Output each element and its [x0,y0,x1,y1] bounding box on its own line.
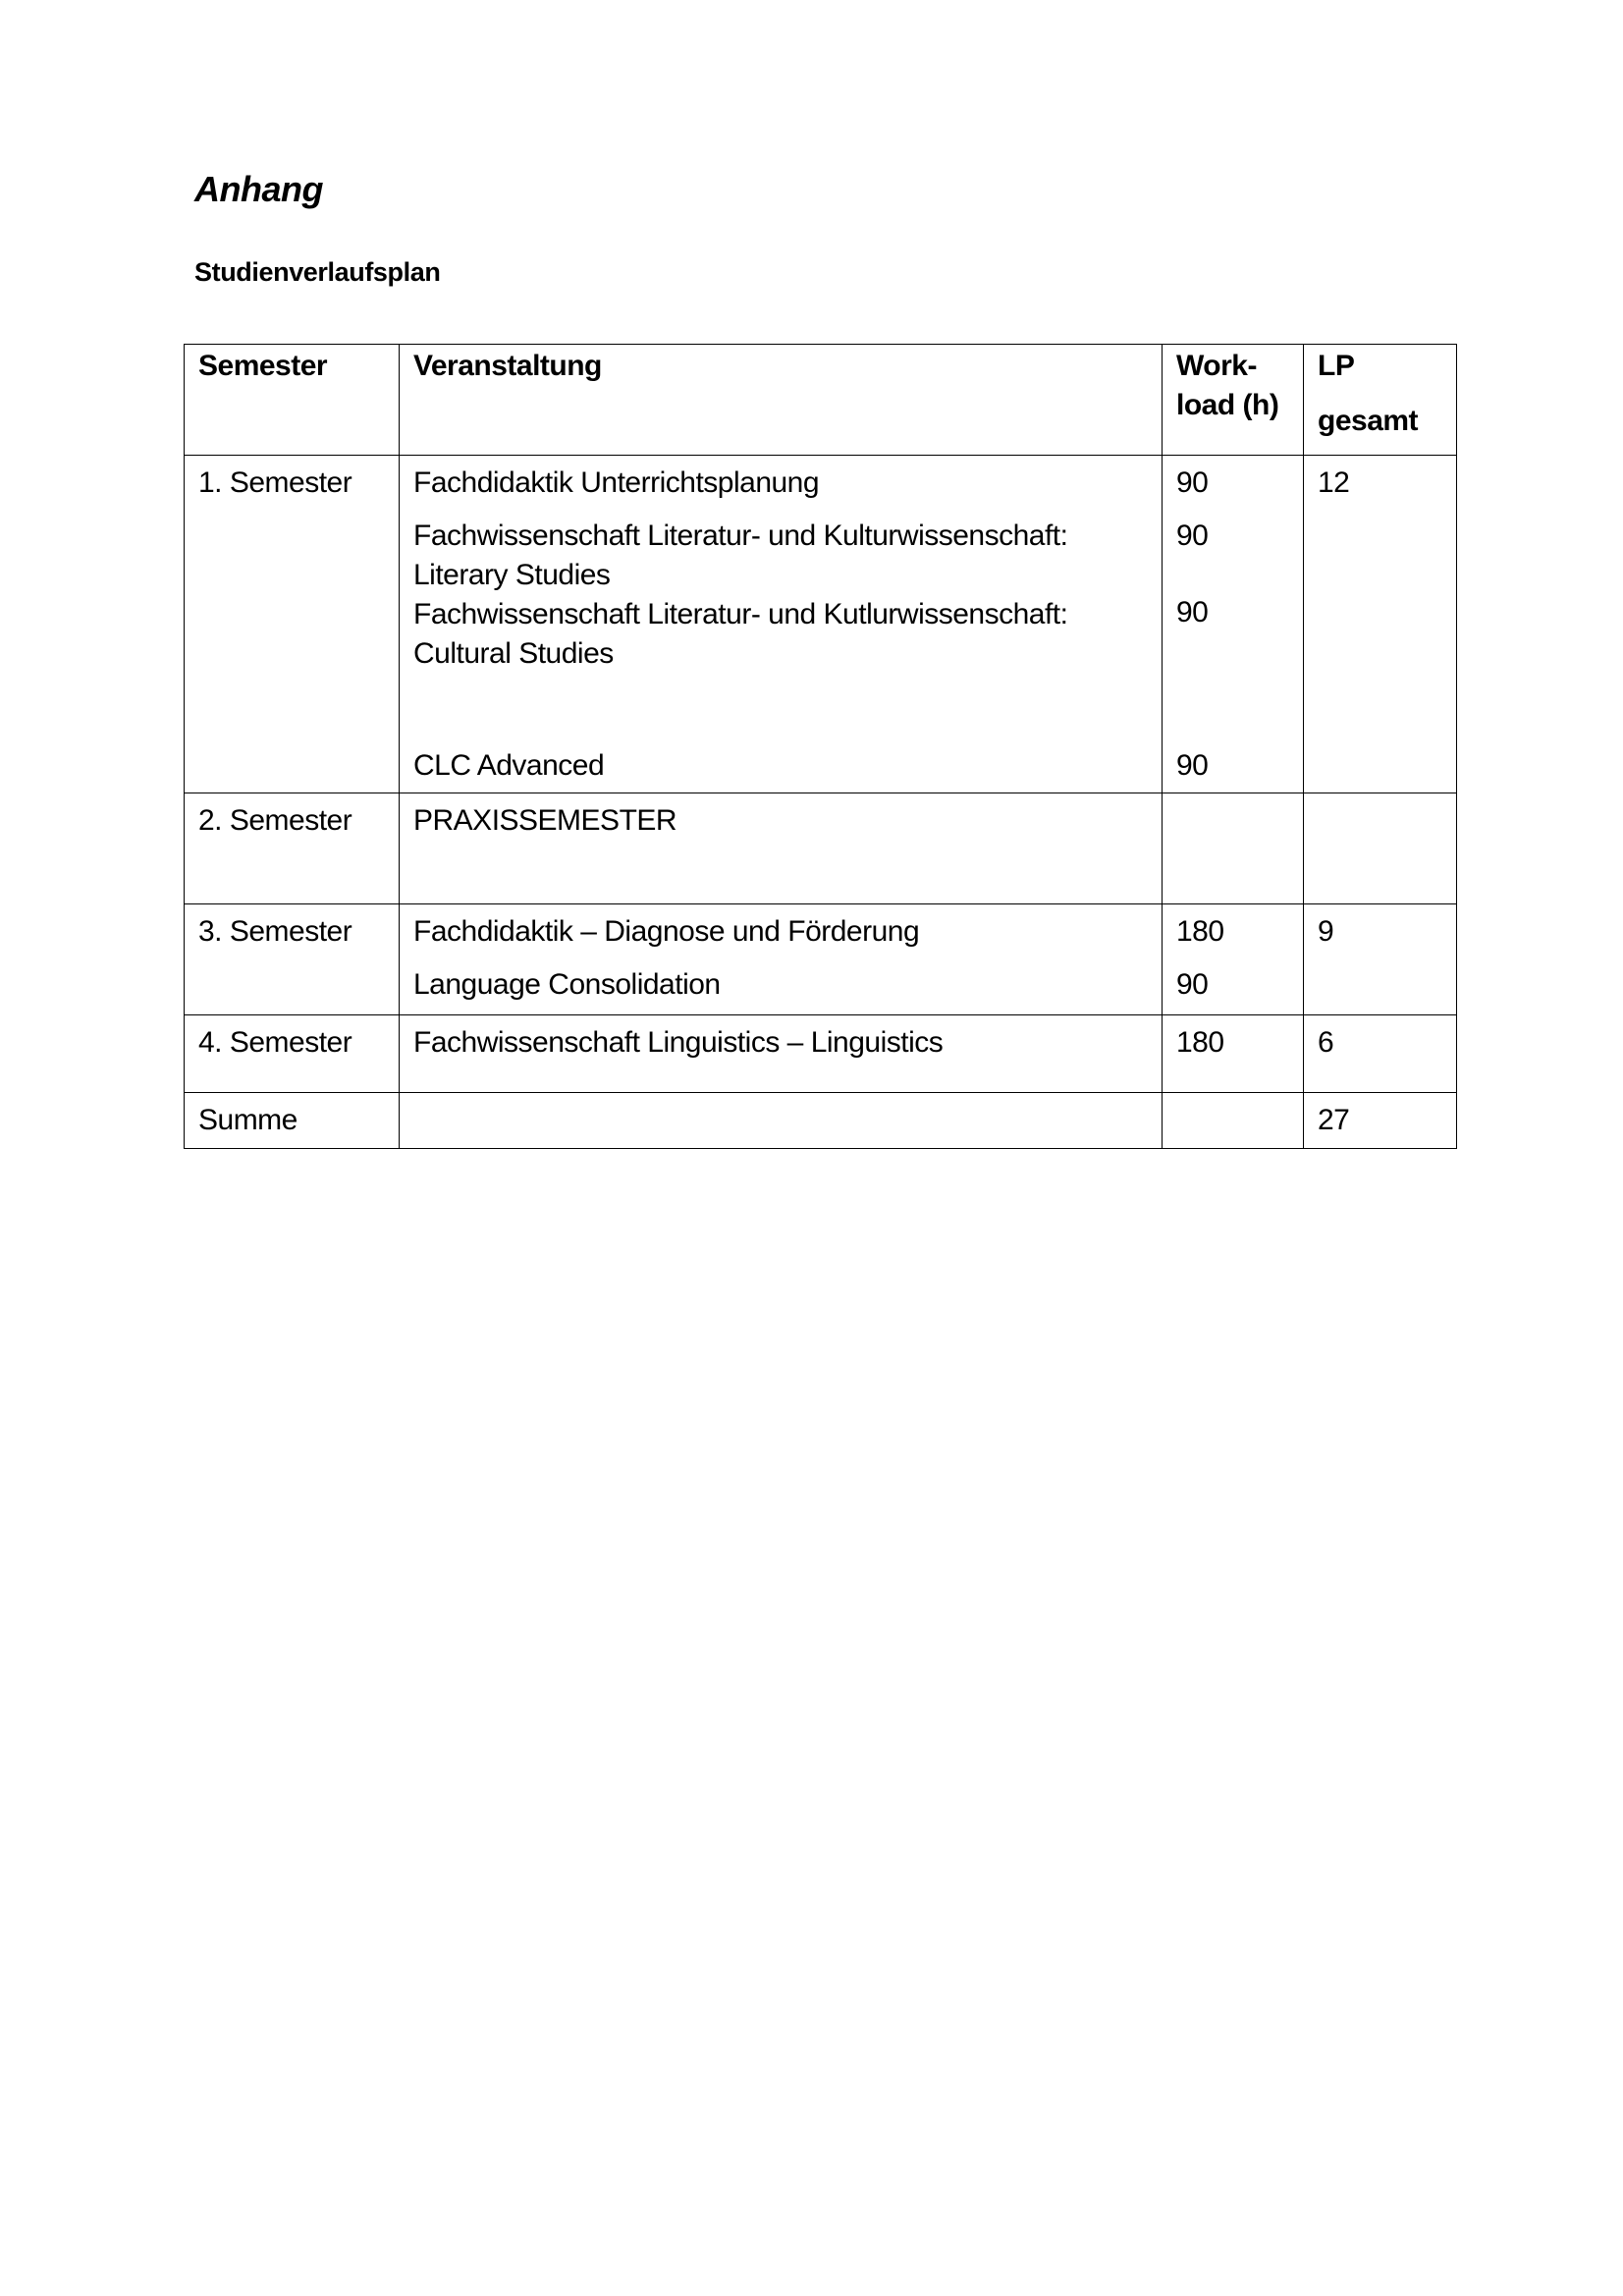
course-cell [400,456,1163,793]
course-item: CLC Advanced [413,749,605,782]
header-veranstaltung: Veranstaltung [400,345,1163,456]
header-workload-line1: Work- [1176,350,1257,382]
section-title: Studienverlaufsplan [194,257,441,287]
lp-cell: 6 [1304,1015,1457,1093]
lp-cell: 12 [1304,456,1457,793]
header-lp-line1: LP [1318,350,1355,382]
total-row [185,1093,1457,1149]
course-item: PRAXISSEMESTER [413,804,677,837]
workload-cell [1163,1015,1304,1093]
course-item: Fachwissenschaft Literatur- und Kulturwissenschaft: Literary Studies [413,519,1068,591]
page-heading: Anhang [194,169,323,209]
workload-value: 180 [1176,1026,1224,1059]
workload-cell [1163,456,1304,793]
course-cell [400,904,1163,1015]
course-item: Fachdidaktik – Diagnose und Förderung [413,915,920,948]
semester-cell: 2. Semester [185,793,400,904]
total-lp: 27 [1304,1093,1457,1149]
table-row [185,793,1457,904]
table-header-row [185,345,1457,456]
semester-cell: 4. Semester [185,1015,400,1093]
semester-cell: 1. Semester [185,456,400,793]
header-lp-line2: gesamt [1318,405,1419,437]
table-row [185,904,1457,1015]
table-row [185,1015,1457,1093]
total-label: Summe [185,1093,400,1149]
semester-cell: 3. Semester [185,904,400,1015]
workload-value: 90 [1176,968,1209,1001]
workload-value: 90 [1176,596,1209,629]
workload-value: 90 [1176,466,1209,499]
course-cell [400,1015,1163,1093]
header-workload [1163,345,1304,456]
workload-value: 90 [1176,519,1209,552]
total-workload-cell [1163,1093,1304,1149]
course-item: Fachdidaktik Unterrichtsplanung [413,466,820,499]
course-cell [400,793,1163,904]
workload-value: 180 [1176,915,1224,948]
total-course-cell [400,1093,1163,1149]
lp-cell [1304,793,1457,904]
study-plan-table [184,344,1457,1149]
workload-value: 90 [1176,749,1209,782]
course-item: Fachwissenschaft Literatur- und Kutlurwissenschaft: Cultural Studies [413,598,1068,670]
header-lp [1304,345,1457,456]
course-item: Fachwissenschaft Linguistics – Linguistics [413,1026,944,1059]
header-semester: Semester [185,345,400,456]
course-item: Language Consolidation [413,968,721,1001]
workload-cell [1163,793,1304,904]
lp-cell: 9 [1304,904,1457,1015]
workload-cell [1163,904,1304,1015]
table-row [185,456,1457,793]
header-workload-line2: load (h) [1176,389,1279,421]
